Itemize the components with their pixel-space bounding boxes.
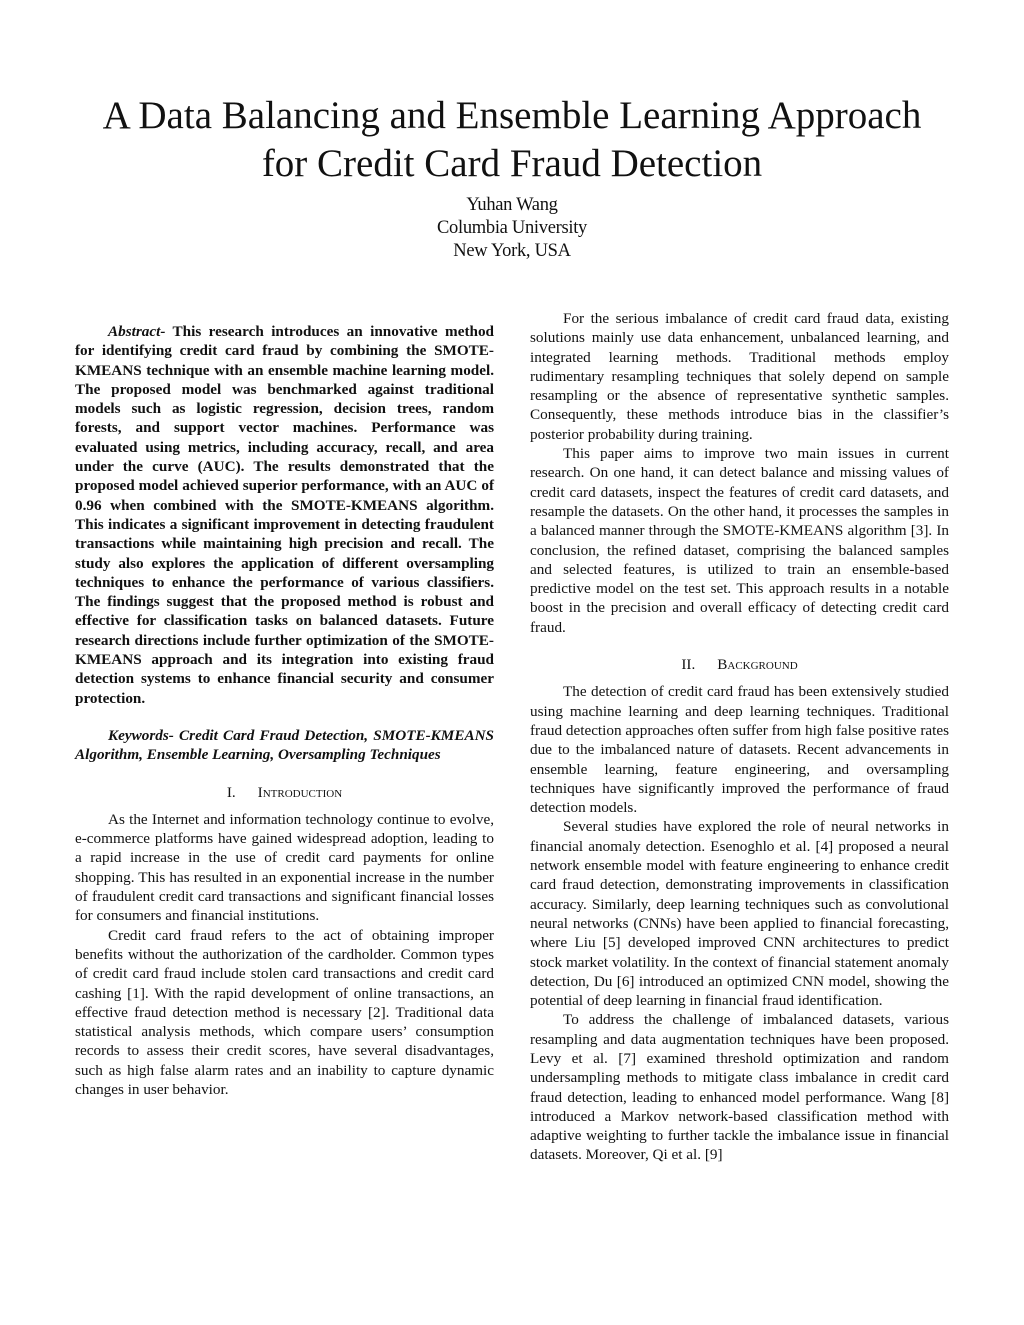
keywords-text: Credit Card Fraud Detection, SMOTE-KMEANS Algorithm, Ensemble Learning, Oversampling Techniques [75,726,494,764]
intro-paragraph-1: As the Internet and information technology continue to evolve, e-commerce platforms have gained widespread adoption, leading to a rapid increase in the use of credit card payments for online shopping. This has resulted in an exponential increase in the number of fraudulent credit card transactions and significant financial losses for consumers and financial institutions. [75,810,494,925]
left-column [75,322,494,1099]
section-title: Background [717,656,798,674]
background-paragraph-1: The detection of credit card fraud has been extensively studied using machine learning and deep learning techniques. Traditional fraud detection approaches often suffer from high false positive rates due to the imbalanced nature of datasets. Recent advancements in ensemble learning, feature engineering, and oversampling techniques have significantly improved the performance of fraud detection models. [530,683,949,817]
title-line-2: for Credit Card Fraud Detection [261,142,763,185]
background-paragraph-3: To address the challenge of imbalanced datasets, various resampling and data augmentation techniques have been proposed. Levy et al. [7] examined threshold optimization and random undersampling methods to mitigate class imbalance in credit card fraud detection, leading to enhanced model performance. Wang [8] introduced a Markov network-based classification method with adaptive weighting to further tackle the imbalance issue in financial datasets. Moreover, Qi et al. [9] [530,1011,949,1164]
section-number: II. [681,656,696,674]
abstract [75,322,494,708]
background-paragraph-2: Several studies have explored the role of neural networks in financial anomaly detection. Esenoghlo et al. [4] proposed a neural network ensemble model with feature engineering to enhance credit card fraud detection, demonstrating improvements in classification accuracy. Similarly, deep learning techniques such as convolutional neural networks (CNNs) have been applied to financial forecasting, where Liu [5] developed improved CNN architectures to predict stock market volatility. In the context of financial statement anomaly detection, Du [6] introduced an optimized CNN model, showing the potential of deep learning in financial fraud identification. [530,818,949,1010]
section-number: I. [226,783,236,801]
intro-paragraph-4: This paper aims to improve two main issues in current research. On one hand, it can detect balance and missing values of credit card datasets, inspect the features of credit card datasets, and resample the datasets. On the other hand, it processes the samples in a balanced manner through the SMOTE-KMEANS algorithm [3]. In conclusion, the refined dataset, comprising the balanced samples and selected features, is utilized to train an ensemble-based predictive model on the test set. This approach results in a notable boost in the precision and overall efficacy of detecting credit card fraud. [530,445,949,636]
intro-paragraph-3: For the serious imbalance of credit card fraud data, existing solutions mainly use data enhancement, unbalanced learning, and integrated learning methods. Traditional methods employ rudimentary resampling techniques that solely depend on sample resampling or the absence of representative synthetic samples. Consequently, these methods introduce bias in the classifier’s posterior probability during training. [530,310,949,443]
author-location: New York, USA [453,241,571,261]
author-affiliation: Columbia University [437,218,587,238]
right-column [530,309,949,1165]
abstract-text: This research introduces an innovative method for identifying credit card fraud by combining the SMOTE-KMEANS technique with an ensemble machine learning model. The proposed model was benchmarked against traditional models such as logistic regression, decision trees, random forests, and support vector machines. Performance was evaluated using metrics, including accuracy, recall, and area under the curve (AUC). The results demonstrated that the proposed model achieved superior performance, with an AUC of 0.96 when combined with the SMOTE-KMEANS algorithm. This indicates a significant improvement in detecting fraudulent transactions while maintaining high precision and recall. The study also explores the application of different oversampling techniques to enhance the performance of various classifiers. The findings suggest that the proposed method is robust and effective for classification tasks on balanced datasets. Future research directions include further optimization of the SMOTE-KMEANS approach and its integration into existing fraud detection systems to enhance financial security and consumer protection. [75,323,494,707]
abstract-label: Abstract- [108,323,166,340]
keywords-label: Keywords- [108,726,174,744]
section-heading-background [530,655,949,674]
section-heading-introduction [75,783,494,802]
paper-title [40,92,984,188]
intro-paragraph-2: Credit card fraud refers to the act of obtaining improper benefits without the authorization of the cardholder. Common types of credit card fraud include stolen card transactions and credit card cashing [1]. With the rapid development of online transactions, an effective fraud detection method is necessary [2]. Traditional data statistical analysis methods, which compare users’ consumption records to assess their credit scores, have several disadvantages, such as high false alarm rates and an inability to capture dynamic changes in user behavior. [75,926,494,1098]
section-title: Introduction [257,783,343,801]
author-name: Yuhan Wang [466,195,558,215]
title-line-1: A Data Balancing and Ensemble Learning Approach [102,94,922,137]
keywords [75,726,494,765]
